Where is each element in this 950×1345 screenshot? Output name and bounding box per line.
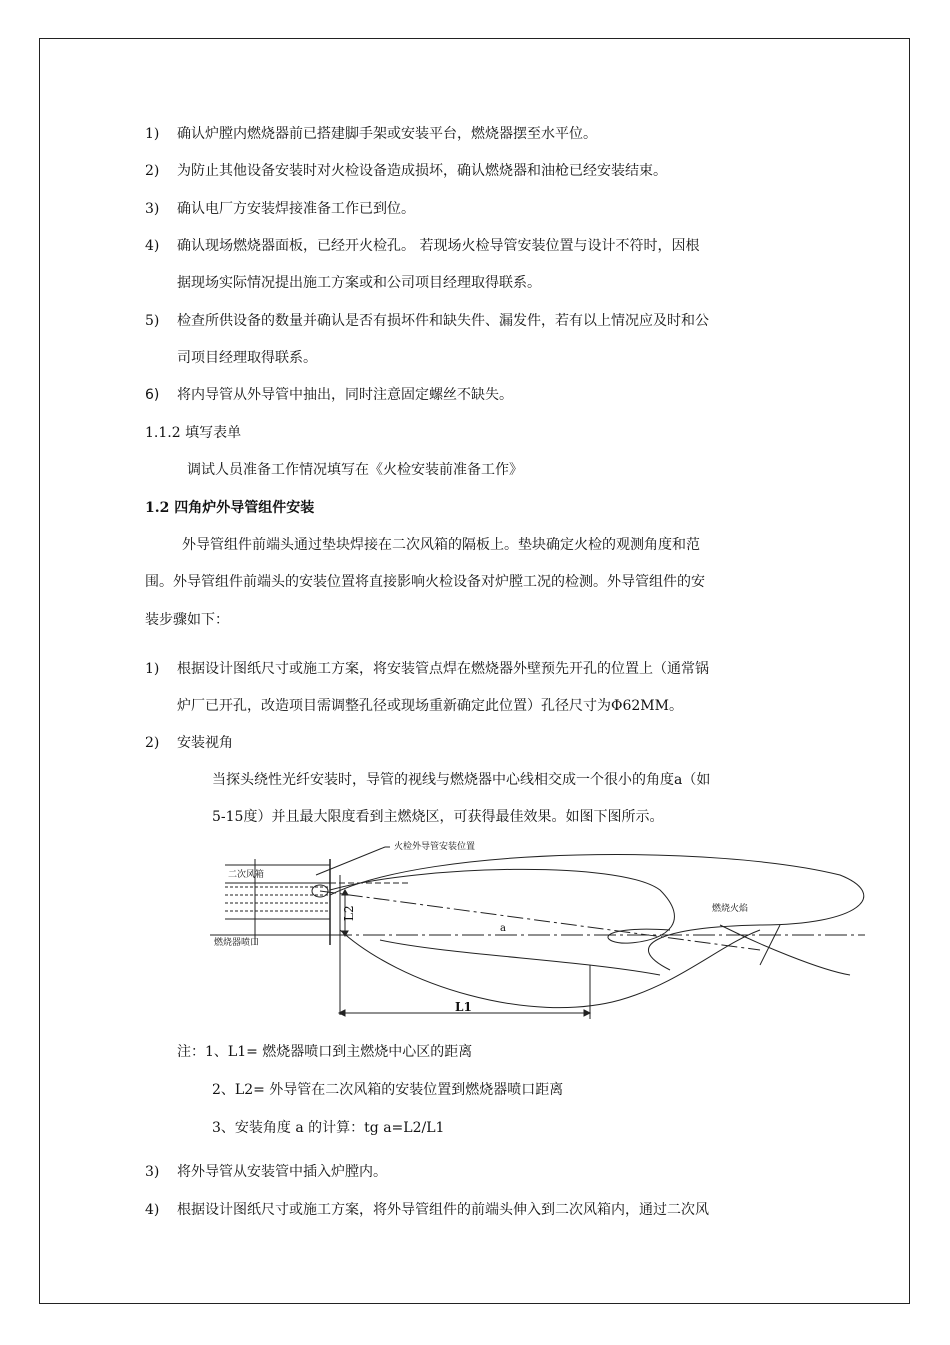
prep-item-5-text-line-1: 检查所供设备的数量并确认是否有损坏件和缺失件、漏发件，若有以上情况应及时和公 xyxy=(177,313,709,329)
prep-item-5-text-line-2: 司项目经理取得联系。 xyxy=(177,350,317,366)
label-burner-nozzle: 燃烧器喷口 xyxy=(214,938,260,948)
step-3-text: 将外导管从安装管中插入炉膛内。 xyxy=(177,1164,387,1180)
section-1-2-intro-line-3: 装步骤如下： xyxy=(145,612,229,628)
prep-item-4-number: 4) xyxy=(145,238,160,254)
label-L2: L2 xyxy=(342,905,356,921)
prep-item-5-number: 5) xyxy=(145,313,160,329)
step-4-text: 根据设计图纸尺寸或施工方案，将外导管组件的前端头伸入到二次风箱内，通过二次风 xyxy=(177,1202,709,1218)
label-L1: L1 xyxy=(455,1000,472,1014)
prep-item-1-number: 1) xyxy=(145,126,160,142)
label-tube-position: 火检外导管安装位置 xyxy=(394,842,476,852)
section-1-1-2-title: 1.1.2 填写表单 xyxy=(145,425,242,441)
section-1-1-2-body: 调试人员准备工作情况填写在《火检安装前准备工作》 xyxy=(187,462,523,478)
step-2-text: 安装视角 xyxy=(177,735,233,751)
step-3-number: 3) xyxy=(145,1164,160,1180)
section-1-2-intro-line-2: 围。外导管组件前端头的安装位置将直接影响火检设备对炉膛工况的检测。外导管组件的安 xyxy=(145,574,705,590)
prep-item-6-number: 6) xyxy=(145,387,160,403)
prep-item-3-text: 确认电厂方安装焊接准备工作已到位。 xyxy=(177,201,415,217)
note-3: 3、安装角度 a 的计算：tg a=L2/L1 xyxy=(212,1120,445,1136)
note-1: 注：1、L1= 燃烧器喷口到主燃烧中心区的距离 xyxy=(177,1044,473,1060)
prep-item-4-text-line-2: 据现场实际情况提出施工方案或和公司项目经理取得联系。 xyxy=(177,275,541,291)
step-1-text-line-2: 炉厂已开孔，改造项目需调整孔径或现场重新确定此位置）孔径尺寸为Φ62MM。 xyxy=(177,698,683,714)
prep-item-1-text: 确认炉膛内燃烧器前已搭建脚手架或安装平台，燃烧器摆至水平位。 xyxy=(177,126,597,142)
label-secondary-air: 二次风箱 xyxy=(228,870,265,880)
label-angle: a xyxy=(500,923,506,934)
prep-item-2-text: 为防止其他设备安装时对火检设备造成损坏，确认燃烧器和油枪已经安装结束。 xyxy=(177,163,667,179)
section-1-2-title: 1.2 四角炉外导管组件安装 xyxy=(145,500,315,516)
step-2-number: 2) xyxy=(145,735,160,751)
view-angle-text-line-1: 当探头绕性光纤安装时，导管的视线与燃烧器中心线相交成一个很小的角度a（如 xyxy=(212,772,711,788)
note-2: 2、L2= 外导管在二次风箱的安装位置到燃烧器喷口距离 xyxy=(212,1082,564,1098)
label-flame: 燃烧火焰 xyxy=(712,904,749,914)
step-1-text-line-1: 根据设计图纸尺寸或施工方案，将安装管点焊在燃烧器外壁预先开孔的位置上（通常锅 xyxy=(177,661,709,677)
step-1-number: 1) xyxy=(145,661,160,677)
step-4-number: 4) xyxy=(145,1202,160,1218)
prep-item-3-number: 3) xyxy=(145,201,160,217)
prep-item-4-text-line-1: 确认现场燃烧器面板，已经开火检孔。 若现场火检导管安装位置与设计不符时，因根 xyxy=(177,238,700,254)
prep-item-2-number: 2) xyxy=(145,163,160,179)
installation-angle-diagram xyxy=(200,835,870,1020)
prep-item-6-text: 将内导管从外导管中抽出，同时注意固定螺丝不缺失。 xyxy=(177,387,513,403)
view-angle-text-line-2: 5-15度）并且最大限度看到主燃烧区，可获得最佳效果。如图下图所示。 xyxy=(212,809,664,825)
section-1-2-intro-line-1: 外导管组件前端头通过垫块焊接在二次风箱的隔板上。垫块确定火检的观测角度和范 xyxy=(182,537,700,553)
